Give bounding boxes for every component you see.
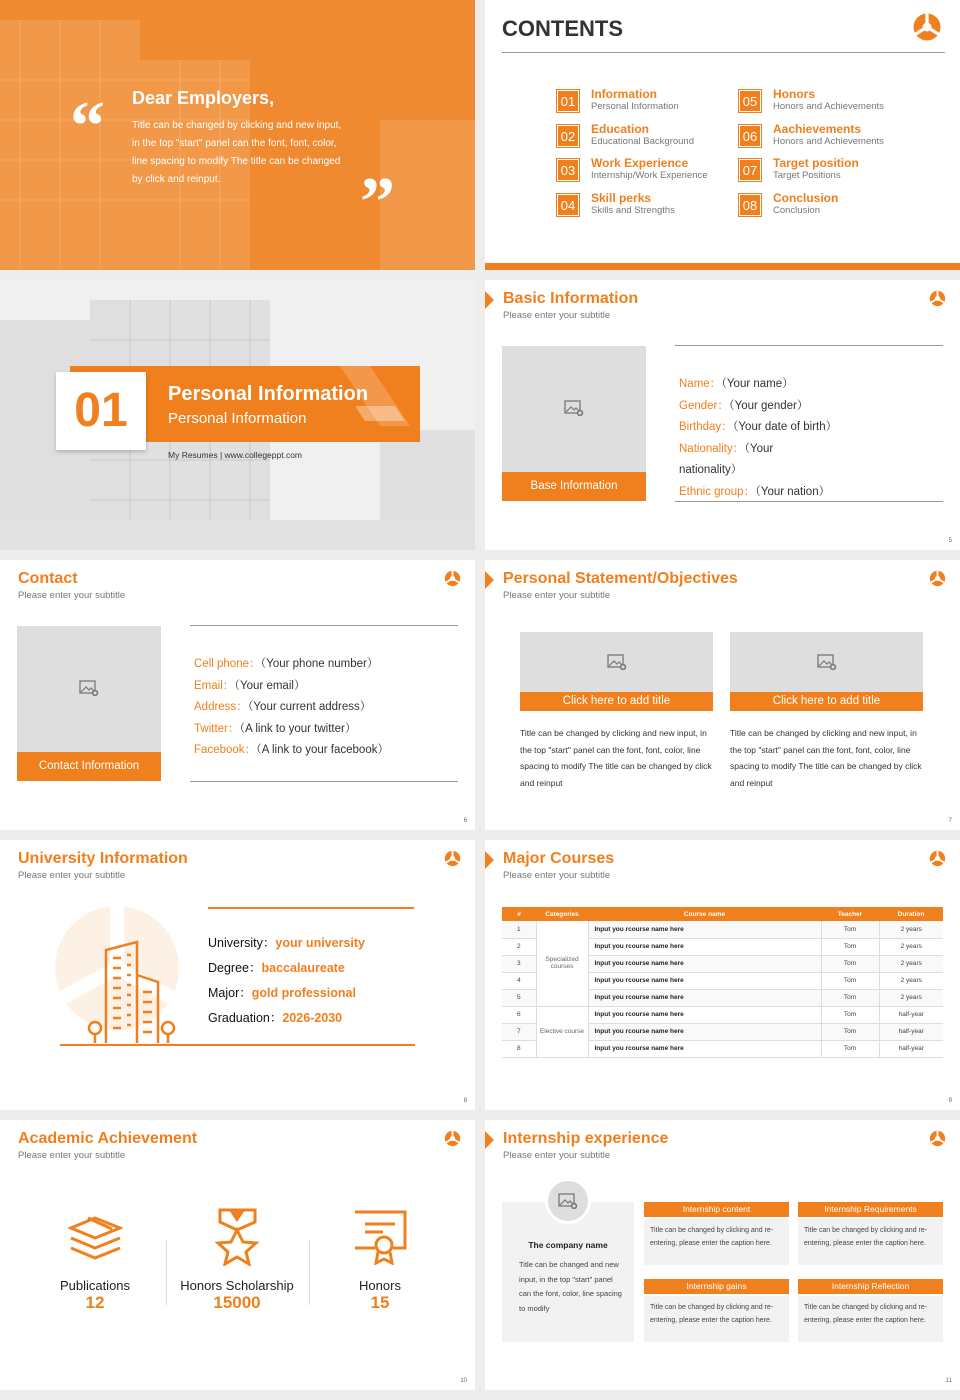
- contents-item-subtitle: Personal Information: [591, 101, 679, 112]
- card-image-placeholder[interactable]: [730, 632, 923, 692]
- achievement-value: 12: [85, 1293, 105, 1312]
- company-logo-placeholder[interactable]: [545, 1178, 591, 1224]
- page-number: 7: [948, 818, 952, 824]
- contents-item-name: Information: [591, 87, 657, 101]
- row-index: 6: [502, 1006, 536, 1023]
- row-index: 5: [502, 989, 536, 1006]
- photo-label: Base Information: [502, 472, 646, 501]
- info-top-line: [675, 345, 943, 346]
- contents-item-number: 07: [739, 159, 761, 181]
- teacher-cell: Tom: [821, 938, 879, 955]
- teacher-cell: Tom: [821, 1040, 879, 1057]
- contents-item-subtitle: Honors and Achievements: [773, 101, 884, 112]
- contents-item-subtitle: Educational Background: [591, 136, 694, 147]
- table-header-cell: #: [502, 907, 536, 921]
- table-row: [502, 921, 943, 938]
- logo-icon: [444, 570, 461, 587]
- info-label: Twitter：: [194, 722, 240, 735]
- teacher-cell: Tom: [821, 989, 879, 1006]
- slide-title: Personal Statement/Objectives: [503, 570, 738, 587]
- image-placeholder-icon: [607, 654, 627, 670]
- row-index: 1: [502, 921, 536, 938]
- info-bottom-line: [60, 1044, 415, 1046]
- info-row: [679, 397, 808, 413]
- contents-item[interactable]: [739, 122, 919, 155]
- image-placeholder-icon: [558, 1193, 578, 1209]
- header-arrow: [485, 291, 494, 309]
- achievement-label: Publications: [59, 1278, 131, 1293]
- slide-academic-achievement: [0, 1120, 475, 1390]
- slide-basic-information: [485, 280, 960, 550]
- header-arrow: [485, 851, 494, 869]
- info-row: [194, 741, 389, 757]
- duration-cell: 2 years: [879, 955, 943, 972]
- university-value[interactable]: baccalaureate: [261, 961, 345, 975]
- logo-icon: [444, 1130, 461, 1147]
- slide-section-personal: [0, 280, 475, 550]
- contents-item-number: 01: [557, 90, 579, 112]
- info-label: Gender：: [679, 399, 729, 412]
- contents-item[interactable]: [739, 156, 919, 189]
- table-row: [502, 1006, 943, 1023]
- logo-icon: [912, 12, 942, 42]
- page-number: 11: [945, 1378, 952, 1384]
- info-label: Cell phone：: [194, 658, 261, 670]
- university-value[interactable]: your university: [275, 936, 365, 950]
- medal-icon: [215, 1208, 260, 1266]
- slide-subtitle: Please enter your subtitle: [503, 870, 611, 881]
- slide-subtitle: Please enter your subtitle: [18, 1150, 126, 1161]
- info-value[interactable]: （A link to your facebook）: [256, 744, 389, 757]
- logo-icon: [929, 850, 946, 867]
- info-row: [679, 418, 837, 434]
- info-row: [679, 440, 773, 456]
- duration-cell: 2 years: [879, 921, 943, 938]
- info-label: Ethnic group：: [679, 486, 756, 498]
- university-label: Major：: [208, 986, 252, 1000]
- table-header-cell: Course name: [588, 907, 821, 921]
- card-title-button[interactable]: Click here to add title: [520, 692, 713, 711]
- row-index: 7: [502, 1023, 536, 1040]
- course-name[interactable]: Input you rcourse name here: [588, 938, 821, 955]
- page-number: 10: [460, 1378, 467, 1384]
- page-number: 6: [463, 818, 467, 824]
- achievement-item: [167, 1278, 307, 1313]
- internship-box-header[interactable]: Internship gains: [644, 1279, 789, 1294]
- info-value[interactable]: （Your email）: [234, 679, 306, 692]
- page-number: 5: [948, 538, 952, 544]
- slide-contact: [0, 560, 475, 830]
- info-value[interactable]: （Your: [744, 442, 774, 455]
- info-row: [679, 375, 794, 391]
- info-label: Facebook：: [194, 744, 257, 757]
- info-label: Birthday：: [679, 421, 733, 434]
- course-name[interactable]: Input you rcourse name here: [588, 1006, 821, 1023]
- slide-personal-statement: [485, 560, 960, 830]
- internship-box-body: Title can be changed by clicking and re-entering, please enter the caption here.: [798, 1296, 943, 1342]
- info-value[interactable]: （Your current address）: [247, 701, 372, 714]
- internship-box-body: Title can be changed by clicking and re-entering, please enter the caption here.: [644, 1296, 789, 1342]
- slide-major-courses: [485, 840, 960, 1110]
- slide-subtitle: Please enter your subtitle: [503, 310, 611, 321]
- row-index: 3: [502, 955, 536, 972]
- achievement-divider: [166, 1240, 167, 1305]
- slide-subtitle: Please enter your subtitle: [18, 870, 126, 881]
- info-top-line: [208, 907, 414, 909]
- books-icon: [68, 1212, 123, 1262]
- course-name[interactable]: Input you rcourse name here: [588, 972, 821, 989]
- teacher-cell: Tom: [821, 1006, 879, 1023]
- course-name[interactable]: Input you rcourse name here: [588, 989, 821, 1006]
- slide-contents: [485, 0, 960, 270]
- section-number: 01: [56, 372, 146, 450]
- info-label: Nationality：: [679, 442, 745, 455]
- logo-icon: [929, 1130, 946, 1147]
- contents-title: CONTENTS: [502, 16, 623, 41]
- contents-item[interactable]: [557, 122, 737, 155]
- internship-box-header[interactable]: Internship content: [644, 1202, 789, 1217]
- info-bottom-line: [675, 501, 943, 502]
- duration-cell: 2 years: [879, 938, 943, 955]
- table-header-cell: Categories: [536, 907, 588, 921]
- company-name: The company name: [528, 1240, 608, 1250]
- university-label: Degree：: [208, 961, 262, 975]
- info-row: [194, 677, 305, 693]
- university-row: [208, 958, 345, 976]
- slide-title: Internship experience: [503, 1130, 669, 1147]
- info-label: Name：: [679, 378, 722, 390]
- contents-item-name: Honors: [773, 87, 815, 101]
- section-title: Personal Information: [168, 383, 369, 405]
- open-quote: “: [70, 88, 105, 165]
- greeting-body: Title can be changed by clicking and new input, in the top "start" panel can the font, font, color, line spacing to modify The title can be changed by click and reinput.: [132, 120, 342, 185]
- contents-item-number: 04: [557, 194, 579, 216]
- contents-item-name: Conclusion: [773, 191, 839, 205]
- slide-subtitle: Please enter your subtitle: [18, 590, 126, 601]
- close-quote: ”: [360, 164, 395, 241]
- contents-bottom-bar: [485, 263, 960, 270]
- university-label: University：: [208, 936, 276, 950]
- duration-cell: 2 years: [879, 972, 943, 989]
- info-value[interactable]: （Your name）: [721, 378, 794, 390]
- teacher-cell: Tom: [821, 921, 879, 938]
- info-value[interactable]: （A link to your twitter）: [239, 722, 357, 735]
- contents-item-number: 05: [739, 90, 761, 112]
- card-image-placeholder[interactable]: [520, 632, 713, 692]
- info-value[interactable]: nationality）: [679, 464, 743, 477]
- slide-university-information: [0, 840, 475, 1110]
- card-text: Title can be changed by clicking and new input, in the top "start" panel can the font, font, color, line spacing to modify The title can be changed by click and reinput: [730, 728, 922, 788]
- category-cell: Specialized courses: [536, 921, 588, 1006]
- page-number: 9: [948, 1098, 952, 1104]
- contents-item-subtitle: Skills and Strengths: [591, 205, 675, 216]
- internship-box-body: Title can be changed by clicking and re-entering, please enter the caption here.: [644, 1219, 789, 1265]
- contents-item-subtitle: Conclusion: [773, 205, 820, 216]
- info-value[interactable]: （Your nation）: [755, 486, 831, 498]
- university-label: Graduation：: [208, 1011, 283, 1025]
- university-row: [208, 933, 365, 951]
- achievement-label: Honors: [359, 1278, 401, 1293]
- achievement-item: [25, 1278, 165, 1313]
- image-placeholder-icon: [79, 680, 99, 696]
- info-value[interactable]: （Your phone number）: [260, 658, 379, 670]
- contents-item-subtitle: Honors and Achievements: [773, 136, 884, 147]
- internship-box-body: Title can be changed by clicking and re-entering, please enter the caption here.: [798, 1219, 943, 1265]
- company-description: Title can be changed and new input, in the top "start" panel can the font, color, line spacing to modify: [519, 1260, 622, 1313]
- university-value[interactable]: 2026-2030: [282, 1011, 343, 1025]
- university-value[interactable]: gold professional: [251, 986, 356, 1000]
- contents-item-name: Aachievements: [773, 122, 862, 136]
- duration-cell: half-year: [879, 1023, 943, 1040]
- achievement-value: 15000: [213, 1293, 261, 1312]
- resume-credit: My Resumes | www.collegeppt.com: [168, 450, 303, 460]
- info-value[interactable]: （Your gender）: [728, 399, 809, 412]
- logo-icon: [444, 850, 461, 867]
- duration-cell: 2 years: [879, 989, 943, 1006]
- row-index: 2: [502, 938, 536, 955]
- contents-item-number: 02: [557, 125, 579, 147]
- contents-item-number: 06: [739, 125, 761, 147]
- greeting-heading: Dear Employers,: [132, 88, 275, 108]
- achievement-label: Honors Scholarship: [180, 1278, 294, 1293]
- contents-item[interactable]: [557, 191, 737, 224]
- contents-item-subtitle: Target Positions: [773, 170, 841, 181]
- course-name[interactable]: Input you rcourse name here: [588, 921, 821, 938]
- info-row: [194, 720, 356, 736]
- image-placeholder-icon: [564, 400, 584, 416]
- logo-icon: [929, 570, 946, 587]
- teacher-cell: Tom: [821, 972, 879, 989]
- courses-table: [502, 907, 943, 1058]
- page-number: 8: [463, 1098, 467, 1104]
- image-placeholder-icon: [817, 654, 837, 670]
- achievement-value: 15: [370, 1293, 390, 1312]
- contents-item-name: Skill perks: [591, 191, 652, 205]
- slide-title: Basic Information: [503, 290, 639, 307]
- table-header-cell: Duration: [879, 907, 943, 921]
- slide-internship-experience: [485, 1120, 960, 1390]
- contents-item-number: 03: [557, 159, 579, 181]
- teacher-cell: Tom: [821, 955, 879, 972]
- info-row: [194, 698, 371, 714]
- contents-divider: [502, 52, 945, 53]
- slide-dear-employers: [0, 0, 475, 270]
- info-top-line: [190, 625, 458, 626]
- slide-title: Academic Achievement: [18, 1130, 198, 1147]
- slide-subtitle: Please enter your subtitle: [503, 590, 611, 601]
- duration-cell: half-year: [879, 1006, 943, 1023]
- contents-item[interactable]: [739, 191, 919, 224]
- header-arrow: [485, 571, 494, 589]
- row-index: 8: [502, 1040, 536, 1057]
- contents-item-name: Target position: [773, 156, 859, 170]
- slide-subtitle: Please enter your subtitle: [503, 1150, 611, 1161]
- info-row: [679, 461, 742, 477]
- logo-icon: [929, 290, 946, 307]
- course-name[interactable]: Input you rcourse name here: [588, 955, 821, 972]
- header-arrow: [485, 1131, 494, 1149]
- course-name[interactable]: Input you rcourse name here: [588, 1023, 821, 1040]
- section-subtitle: Personal Information: [168, 410, 307, 427]
- info-value[interactable]: （Your date of birth）: [732, 421, 838, 434]
- table-header-cell: Teacher: [821, 907, 879, 921]
- card-text: Title can be changed by clicking and new input, in the top "start" panel can the font, font, color, line spacing to modify The title can be changed by click and reinput: [520, 728, 712, 788]
- slide-title: Contact: [18, 570, 78, 587]
- duration-cell: half-year: [879, 1040, 943, 1057]
- info-row: [679, 483, 830, 499]
- info-bottom-line: [190, 781, 458, 782]
- certificate-icon: [353, 1210, 408, 1265]
- info-row: [194, 655, 378, 671]
- achievement-item: [310, 1278, 450, 1313]
- contents-item[interactable]: [557, 87, 737, 120]
- contents-item-name: Work Experience: [591, 156, 689, 170]
- info-label: Email：: [194, 679, 235, 692]
- university-row: [208, 1008, 342, 1026]
- internship-box-header[interactable]: Internship Requirements: [798, 1202, 943, 1217]
- slide-title: Major Courses: [503, 850, 615, 867]
- internship-box-header[interactable]: Internship Reflection: [798, 1279, 943, 1294]
- contents-item[interactable]: [557, 156, 737, 189]
- university-row: [208, 983, 356, 1001]
- building-icon: [82, 940, 182, 1045]
- course-name[interactable]: Input you rcourse name here: [588, 1040, 821, 1057]
- row-index: 4: [502, 972, 536, 989]
- photo-label: Contact Information: [17, 752, 161, 781]
- info-label: Address：: [194, 701, 248, 714]
- contents-item-number: 08: [739, 194, 761, 216]
- teacher-cell: Tom: [821, 1023, 879, 1040]
- card-title-button[interactable]: Click here to add title: [730, 692, 923, 711]
- contents-item-name: Education: [591, 122, 650, 136]
- contents-item-subtitle: Internship/Work Experience: [591, 170, 708, 181]
- slide-title: University Information: [18, 850, 188, 867]
- contents-item[interactable]: [739, 87, 919, 120]
- category-cell: Elective course: [536, 1006, 588, 1057]
- achievement-divider: [309, 1240, 310, 1305]
